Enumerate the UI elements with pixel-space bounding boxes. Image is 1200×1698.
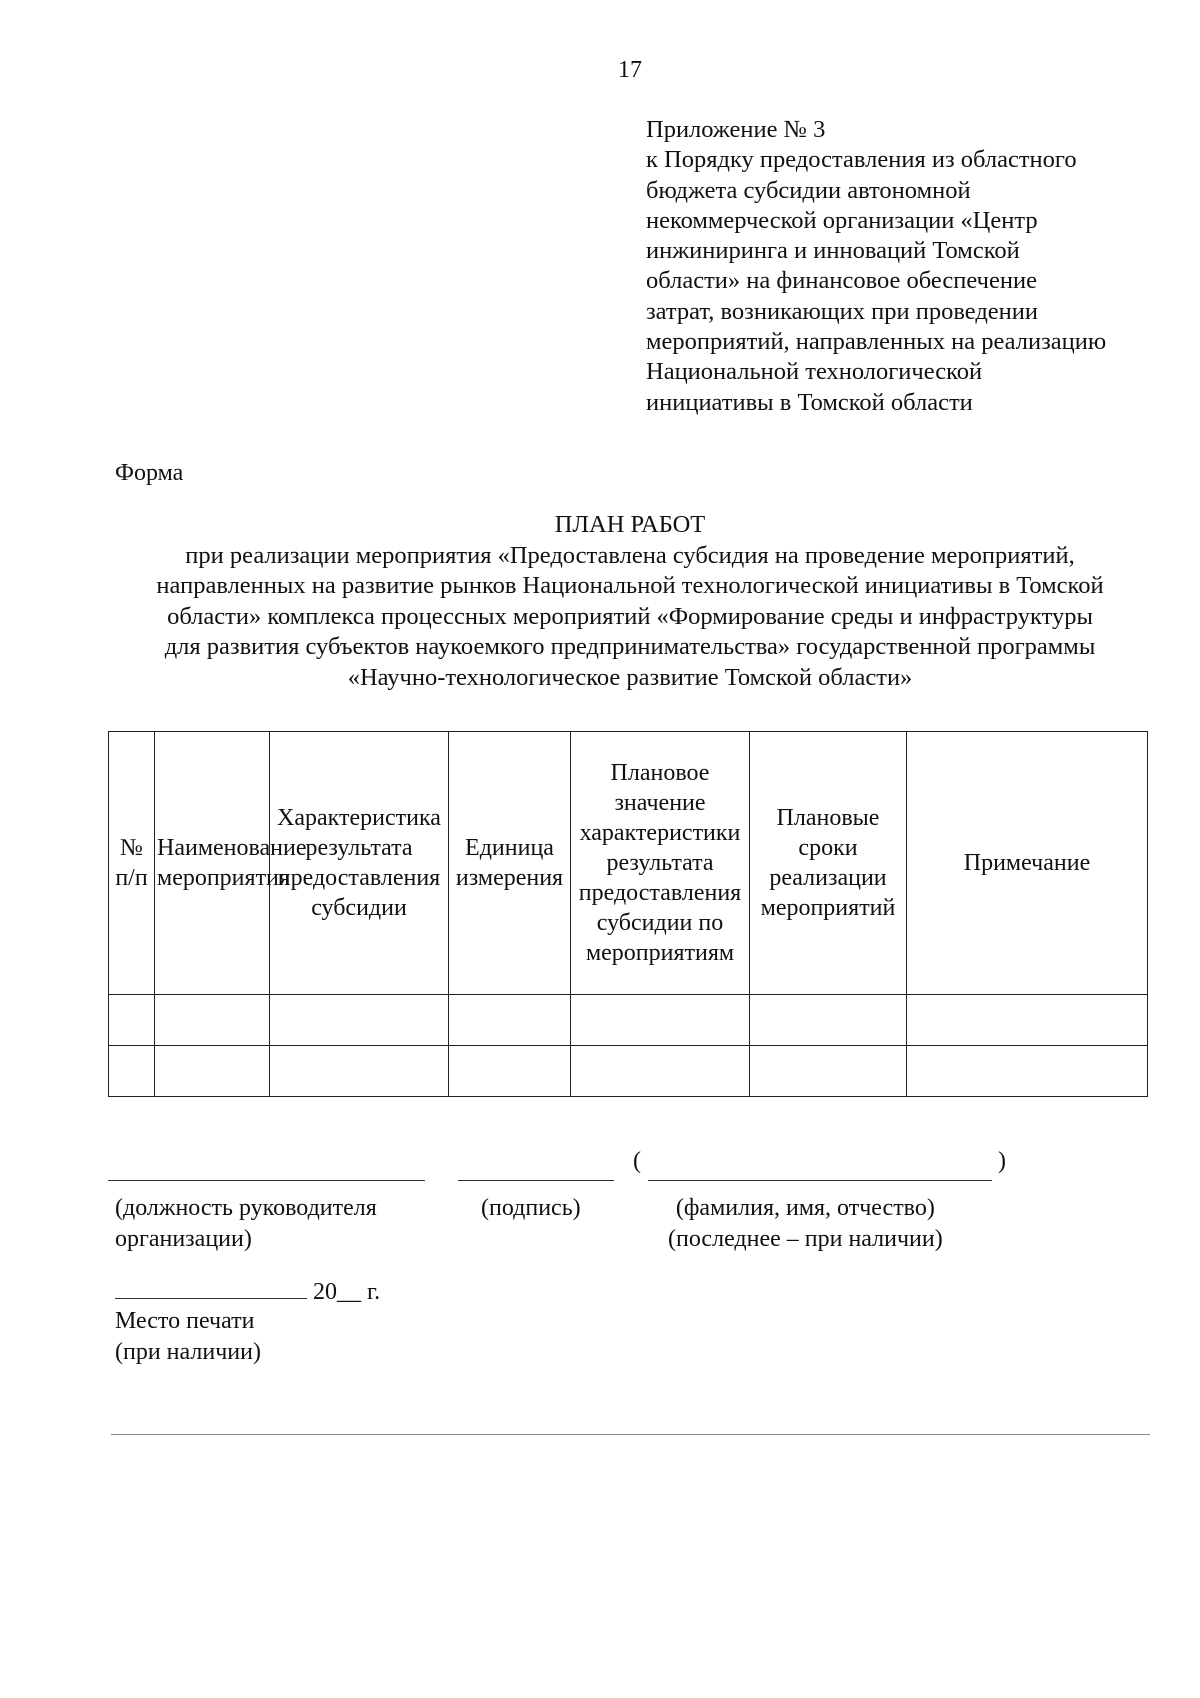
table-row (109, 1046, 1148, 1097)
appendix-line: бюджета субсидии автономной (646, 176, 971, 204)
appendix-line: мероприятий, направленных на реализацию (646, 328, 1107, 356)
table-cell (155, 995, 270, 1046)
stamp-caption: Место печати (при наличии) (115, 1308, 261, 1365)
table-cell (155, 1046, 270, 1097)
header-unit: Единица измерения (449, 732, 571, 995)
date-blank-line (115, 1274, 307, 1299)
subtitle-line: направленных на развитие рынков Национальной технологической инициативы в Томской (156, 572, 1104, 599)
document-title: ПЛАН РАБОТ (554, 511, 706, 538)
table-cell (270, 1046, 449, 1097)
subtitle-line: при реализации мероприятия «Предоставлена субсидия на проведение мероприятий, (185, 541, 1075, 569)
appendix-line: области» на финансовое обеспечение (646, 267, 1037, 295)
subtitle-line: для развития субъектов наукоемкого предпринимательства» государственной программы (164, 633, 1096, 660)
name-caption: (фамилия, имя, отчество) (последнее – при наличии) (668, 1195, 943, 1252)
name-signature-line (648, 1180, 992, 1181)
table-header-row (109, 732, 1148, 995)
table-cell (907, 1046, 1148, 1097)
date-row (115, 1274, 380, 1306)
appendix-line: Национальной технологической (646, 358, 983, 386)
appendix-block (646, 115, 1186, 418)
page-number: 17 (618, 57, 642, 83)
table-cell (109, 995, 155, 1046)
date-year: 20__ г. (313, 1279, 381, 1305)
title-block (60, 510, 1200, 693)
table-cell (750, 995, 907, 1046)
appendix-line: инжиниринга и инноваций Томской (646, 237, 1020, 265)
table-cell (907, 995, 1148, 1046)
table-cell (109, 1046, 155, 1097)
table-cell (571, 995, 750, 1046)
header-planned-value: Плановое значение характеристики результата предоставления субсидии по мероприятиям (571, 732, 750, 995)
form-label: Форма (115, 460, 184, 486)
header-planned-dates: Плановые сроки реализации мероприятий (750, 732, 907, 995)
header-result-characteristic: Характеристика результата предоставления субсидии (270, 732, 449, 995)
header-activity-name: Наименование мероприятия (155, 732, 270, 995)
appendix-line: некоммерческой организации «Центр (646, 206, 1038, 234)
table-cell (449, 1046, 571, 1097)
table-row (109, 995, 1148, 1046)
close-paren: ) (998, 1148, 1006, 1174)
table-cell (270, 995, 449, 1046)
table-cell (750, 1046, 907, 1097)
table-cell (449, 995, 571, 1046)
appendix-line: к Порядку предоставления из областного (646, 146, 1077, 174)
subtitle-line: области» комплекса процессных мероприятий «Формирование среды и инфраструктуры (167, 602, 1093, 630)
footer-rule (111, 1434, 1150, 1435)
header-note: Примечание (907, 732, 1148, 995)
position-signature-line (108, 1180, 425, 1181)
signature-line (458, 1180, 614, 1181)
appendix-line: затрат, возникающих при проведении (646, 297, 1038, 325)
appendix-line: инициативы в Томской области (646, 388, 973, 416)
appendix-line: Приложение № 3 (646, 116, 826, 143)
subtitle-line: «Научно-технологическое развитие Томской области» (347, 663, 913, 691)
open-paren: ( (633, 1148, 641, 1174)
table-cell (571, 1046, 750, 1097)
work-plan-table (108, 731, 1148, 1097)
header-number: № п/п (109, 732, 155, 995)
signature-caption: (подпись) (481, 1195, 581, 1221)
position-caption: (должность руководителя организации) (115, 1195, 377, 1252)
